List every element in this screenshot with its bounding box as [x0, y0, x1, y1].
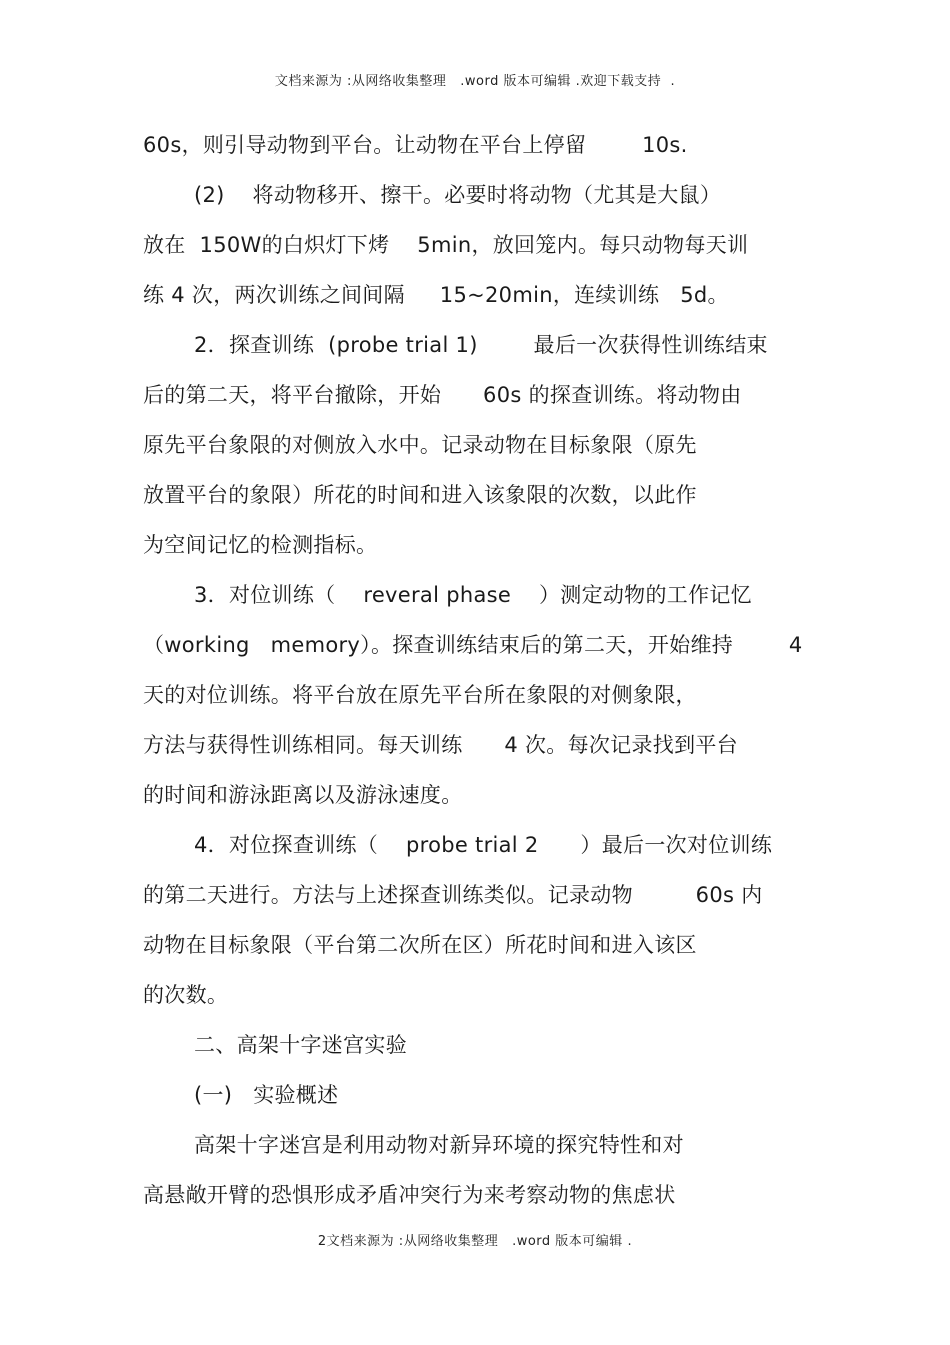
text-line: 放置平台的象限）所花的时间和进入该象限的次数，以此作 [143, 483, 697, 507]
section-heading-probe-trial-2: 4．对位探查训练（ probe trial 2 ）最后一次对位训练 [194, 833, 773, 857]
text-line: 放在 150W的白炽灯下烤 5min，放回笼内。每只动物每天训 [143, 233, 749, 257]
page-header: 文档来源为 :从网络收集整理 .word 版本可编辑 .欢迎下载支持 . [274, 74, 676, 89]
subsection-heading: (一) 实验概述 [194, 1083, 339, 1107]
chapter-heading: 二、高架十字迷宫实验 [194, 1033, 407, 1057]
text-line: 的第二天进行。方法与上述探查训练类似。记录动物 60s 内 [143, 883, 763, 907]
text-line: 后的第二天，将平台撤除，开始 60s 的探查训练。将动物由 [143, 383, 742, 407]
page-footer: 2文档来源为 :从网络收集整理 .word 版本可编辑 . [317, 1234, 633, 1249]
section-heading-probe-trial: 2．探查训练 (probe trial 1) 最后一次获得性训练结束 [194, 333, 768, 357]
text-line: 60s，则引导动物到平台。让动物在平台上停留 10s. [143, 133, 688, 157]
text-line: （working memory）。探查训练结束后的第二天，开始维持 4 [143, 633, 803, 657]
text-line: 动物在目标象限（平台第二次所在区）所花时间和进入该区 [143, 933, 697, 957]
text-line: 天的对位训练。将平台放在原先平台所在象限的对侧象限， [143, 683, 697, 707]
text-line: 原先平台象限的对侧放入水中。记录动物在目标象限（原先 [143, 433, 697, 457]
text-line: 方法与获得性训练相同。每天训练 4 次。每次记录找到平台 [143, 733, 738, 757]
text-line: 高架十字迷宫是利用动物对新异环境的探究特性和对 [194, 1133, 684, 1157]
text-line: 练 4 次，两次训练之间间隔 15~20min，连续训练 5d。 [143, 283, 729, 307]
text-line: 的时间和游泳距离以及游泳速度。 [143, 783, 463, 807]
text-line: 为空间记忆的检测指标。 [143, 533, 378, 557]
document-body [143, 120, 823, 1220]
section-heading-reversal-phase: 3．对位训练（ reveral phase ）测定动物的工作记忆 [194, 583, 752, 607]
text-line: 高悬敞开臂的恐惧形成矛盾冲突行为来考察动物的焦虑状 [143, 1183, 676, 1207]
text-line: (2) 将动物移开、擦干。必要时将动物（尤其是大鼠） [194, 183, 722, 207]
text-line: 的次数。 [143, 983, 229, 1007]
